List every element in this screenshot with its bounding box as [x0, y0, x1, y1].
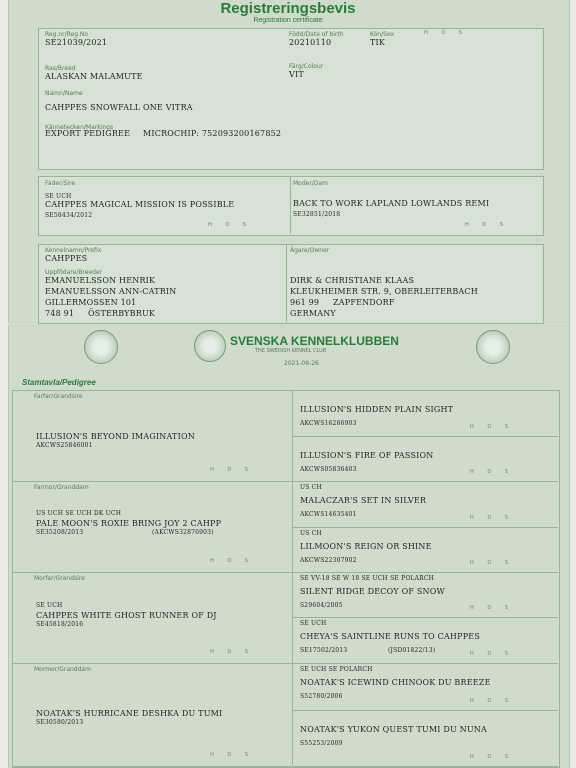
sex: TIK — [370, 38, 386, 47]
breeder-line: GILLERMOSSEN 101 — [45, 298, 137, 307]
owner-divider — [286, 244, 287, 322]
great-grandparent-name: CHEYA'S SAINTLINE RUNS TO CAHPPES — [300, 632, 480, 641]
owner-label: Ägare/Owner — [290, 247, 330, 254]
great-grandparent-reg: AKCWS14635401 — [300, 511, 357, 518]
great-grandparent-name: ILLUSION'S FIRE OF PASSION — [300, 451, 434, 460]
great-grandparent-name: ILLUSION'S HIDDEN PLAIN SIGHT — [300, 405, 454, 414]
hd-marker: H D S — [210, 558, 254, 564]
breeder-line: 748 91 — [45, 309, 75, 318]
grandparent-label: Morfar/Grandsire — [34, 575, 85, 582]
registration-box — [38, 28, 544, 170]
dam-name: BACK TO WORK LAPLAND LOWLANDS REMI — [293, 199, 490, 208]
great-grandparent-reg: S52780/2006 — [300, 693, 343, 700]
grandparent-label: Farmor/Granddam — [34, 484, 89, 491]
skk-logo-icon — [194, 330, 226, 362]
great-grandparent-name: LILMOON'S REIGN OR SHINE — [300, 542, 432, 551]
sire-name: CAHPPES MAGICAL MISSION IS POSSIBLE — [45, 200, 235, 209]
breed-label: Ras/Breed — [45, 65, 76, 72]
great-grandparent-reg: AKCWS16286903 — [300, 420, 357, 427]
grandparent-title: US UCH SE UCH DK UCH — [36, 510, 122, 517]
great-grandparent-cell — [293, 710, 558, 767]
grandparent-label: Farfar/Grandsire — [34, 393, 83, 400]
reg-no-label: Reg.nr/Reg.No — [45, 31, 89, 38]
breeder-label: Uppfödare/Breeder — [45, 269, 103, 276]
great-grandparent-name: MALACZAR'S SET IN SILVER — [300, 496, 427, 505]
great-grandparent-reg: SE17502/2013 — [300, 647, 348, 654]
great-grandparent-alt-reg: (JSD01822/13) — [388, 647, 436, 654]
owner-line: DIRK & CHRISTIANE KLAAS — [290, 276, 415, 285]
grandparent-reg: SE35208/2013 — [36, 529, 84, 536]
great-grandparent-reg: S55253/2009 — [300, 740, 343, 747]
great-grandparent-reg: S29604/2005 — [300, 602, 343, 609]
great-grandparent-name: NOATAK'S YUKON QUEST TUMI DU NUNA — [300, 725, 487, 734]
colour-label: Färg/Colour — [289, 63, 324, 70]
grandparent-name: CAHPPES WHITE GHOST RUNNER OF DJ — [36, 611, 217, 620]
great-grandparent-name: NOATAK'S ICEWIND CHINOOK DU BREEZE — [300, 678, 491, 687]
pedigree-title: Stamtavla/Pedigree — [22, 378, 96, 387]
hd-marker: H D S — [424, 30, 468, 36]
breeder-line: EMANUELSSON HENRIK — [45, 276, 156, 285]
hd-marker: H D S — [470, 560, 514, 566]
issue-date: 2021-08-26 — [284, 360, 319, 367]
hd-marker: H D S — [470, 424, 514, 430]
reg-no: SE21039/2021 — [45, 38, 108, 47]
hd-marker: H D S — [210, 649, 254, 655]
name-label: Namn/Name — [45, 90, 83, 97]
grandparent-title: SE UCH — [36, 602, 63, 609]
hd-marker: H D S — [470, 698, 514, 704]
certificate-title: Registreringsbevis — [220, 0, 356, 17]
grandparent-reg: SE30580/2013 — [36, 719, 84, 726]
grandparent-reg: AKCWS25846001 — [36, 442, 93, 449]
kennel-label: Kennelnamn/Prefix — [45, 247, 102, 254]
hd-marker: H D S — [470, 605, 514, 611]
grandparent-alt-reg: (AKCWS32876903) — [152, 529, 214, 536]
breed: ALASKAN MALAMUTE — [45, 72, 143, 81]
hd-marker: H D S — [210, 752, 254, 758]
great-grandparent-title: SE UCH SE POLARCH — [300, 666, 373, 673]
hd-marker: H D S — [470, 469, 514, 475]
hd-marker: H D S — [210, 467, 254, 473]
parents-divider — [290, 176, 291, 234]
great-grandparent-title: SE UCH — [300, 620, 327, 627]
certificate-subtitle: Registration certificate — [253, 17, 323, 24]
club-name: SVENSKA KENNELKLUBBEN — [230, 334, 399, 348]
dam-label: Moder/Dam — [293, 180, 328, 187]
hd-marker: H D S — [470, 754, 514, 760]
grandparent-name: PALE MOON'S ROXIE BRING JOY 2 CAHPP — [36, 519, 222, 528]
colour: VIT — [289, 70, 304, 79]
grandparent-reg: SE45818/2016 — [36, 621, 84, 628]
owner-line: ZAPFENDORF — [333, 298, 395, 307]
dog-name: CAHPPES SNOWFALL ONE VITRA — [45, 103, 193, 112]
breeder-line: ÖSTERBYBRUK — [88, 309, 156, 318]
great-grandparent-reg: AKCWS22307902 — [300, 557, 357, 564]
sex-label: Kön/Sex — [370, 31, 395, 38]
kennel-name: CAHPPES — [45, 254, 88, 263]
owner-line: KLEUKHEIMER STR. 9, OBERLEITERBACH — [290, 287, 478, 296]
grandparent-name: ILLUSION'S BEYOND IMAGINATION — [36, 432, 195, 441]
hd-marker: H D S — [208, 222, 252, 228]
great-grandparent-title: SE VV-18 SE W 18 SE UCH SE POLARCH — [300, 575, 435, 582]
sire-title: SE UCH — [45, 193, 72, 200]
stamp-seal-icon — [476, 330, 510, 364]
marking: EXPORT PEDIGREE — [45, 129, 131, 138]
great-grandparent-title: US CH — [300, 530, 322, 537]
hd-marker: H D S — [465, 222, 509, 228]
grandparent-name: NOATAK'S HURRICANE DESHKA DU TUMI — [36, 709, 223, 718]
hd-marker: H D S — [470, 651, 514, 657]
great-grandparent-reg: AKCWS05836403 — [300, 466, 357, 473]
sire-reg: SE58434/2012 — [45, 212, 93, 219]
fci-seal-icon — [84, 330, 118, 364]
great-grandparent-title: US CH — [300, 484, 322, 491]
owner-line: 961 99 — [290, 298, 320, 307]
sire-label: Fader/Sire — [45, 180, 76, 187]
dob: 20210110 — [289, 38, 332, 47]
dam-reg: SE32851/2018 — [293, 211, 341, 218]
club-subname: THE SWEDISH KENNEL CLUB — [255, 348, 327, 354]
dob-label: Född/Date of birth — [289, 31, 344, 38]
great-grandparent-name: SILENT RIDGE DECOY OF SNOW — [300, 587, 445, 596]
breeder-line: EMANUELSSON ANN-CATRIN — [45, 287, 177, 296]
grandparent-label: Mormor/Granddam — [34, 666, 91, 673]
owner-line: GERMANY — [290, 309, 336, 318]
marking-label: Kännetecken/Markings — [45, 124, 114, 131]
hd-marker: H D S — [470, 515, 514, 521]
microchip: MICROCHIP: 752093200167852 — [143, 129, 282, 138]
